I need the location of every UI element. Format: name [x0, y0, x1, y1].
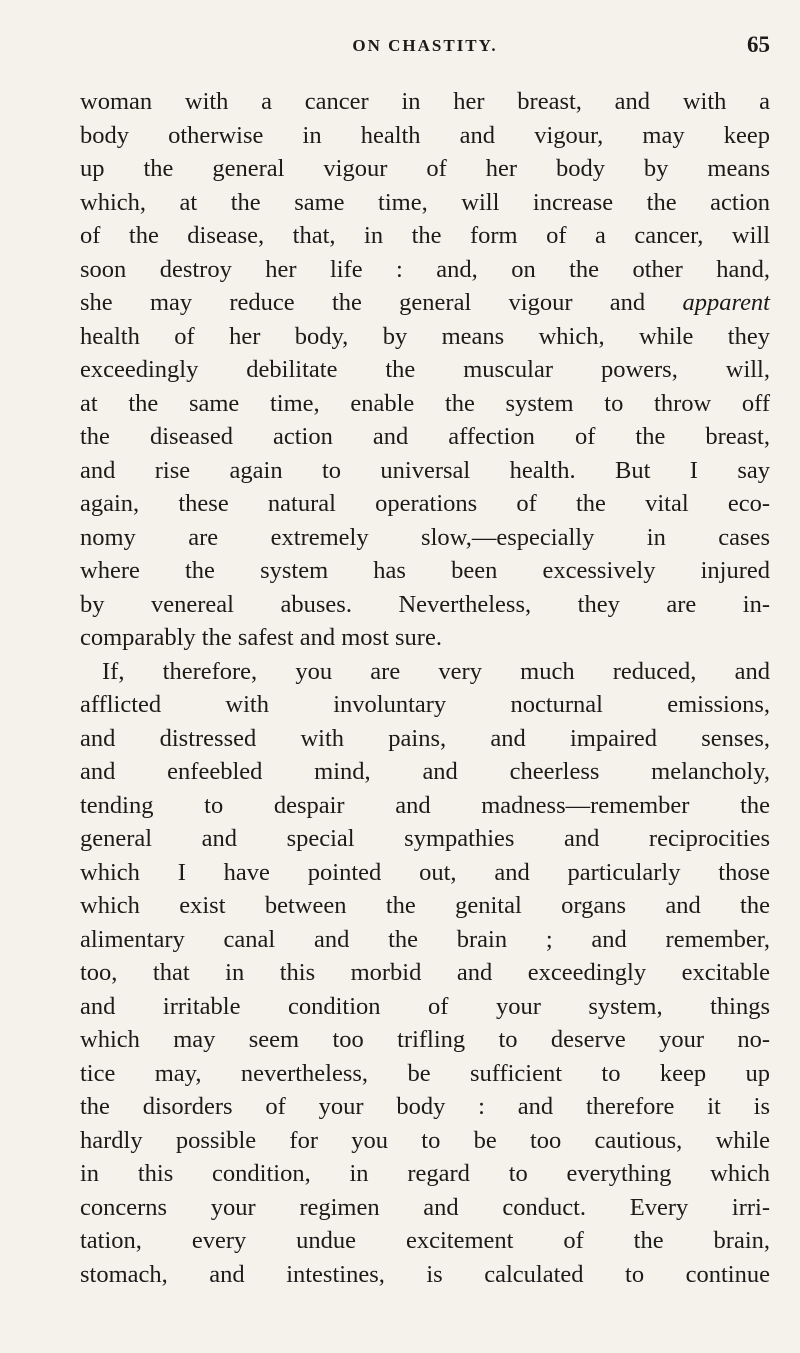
- text-line: stomach, and intestines, is calculated to continue: [80, 1260, 770, 1288]
- text-line: exceedingly debilitate the muscular powers, will,: [80, 356, 770, 383]
- text-line: soon destroy her life : and, on the other hand,: [80, 255, 770, 283]
- text-line: concerns your regimen and conduct. Every irri-: [80, 1193, 770, 1221]
- text-line: she may reduce the general vigour and apparent: [80, 289, 770, 316]
- text-line: and enfeebled mind, and cheerless melancholy,: [80, 758, 770, 785]
- page-number: 65: [747, 32, 770, 57]
- text-line: afflicted with involuntary nocturnal emissions,: [80, 691, 770, 718]
- text-line: and rise again to universal health. But I say: [80, 456, 770, 484]
- text-line: general and special sympathies and reciprocities: [80, 825, 770, 852]
- body-text: [80, 85, 770, 1291]
- text-line: and distressed with pains, and impaired senses,: [80, 724, 770, 752]
- text-line: body otherwise in health and vigour, may keep: [80, 121, 770, 149]
- running-head: ON CHASTITY.: [352, 36, 498, 55]
- text-line: again, these natural operations of the vital eco-: [80, 490, 770, 517]
- text-line: which, at the same time, will increase the action: [80, 188, 770, 216]
- text-line: alimentary canal and the brain ; and remember,: [80, 925, 770, 953]
- text-line: the diseased action and affection of the breast,: [80, 423, 770, 450]
- text-line: woman with a cancer in her breast, and with a: [80, 88, 770, 115]
- text-line: comparably the safest and most sure.: [80, 624, 442, 651]
- text-line: hardly possible for you to be too cautious, while: [80, 1126, 770, 1154]
- text-line: tending to despair and madness—remember the: [80, 791, 770, 819]
- text-line: If, therefore, you are very much reduced, and: [102, 657, 770, 685]
- text-line: where the system has been excessively injured: [80, 557, 770, 584]
- text-line: by venereal abuses. Nevertheless, they are in-: [80, 590, 770, 618]
- text-line: at the same time, enable the system to throw off: [80, 389, 770, 417]
- text-line: too, that in this morbid and exceedingly excitable: [80, 959, 770, 986]
- text-line: nomy are extremely slow,—especially in cases: [80, 523, 770, 551]
- text-line: health of her body, by means which, while they: [80, 322, 770, 350]
- text-line: in this condition, in regard to everything which: [80, 1160, 770, 1187]
- text-line: which exist between the genital organs and the: [80, 892, 770, 919]
- text-line: of the disease, that, in the form of a cancer, will: [80, 222, 770, 249]
- text-line: up the general vigour of her body by means: [80, 155, 770, 182]
- emphasis-apparent: apparent: [682, 289, 770, 316]
- text-line: tation, every undue excitement of the brain,: [80, 1227, 770, 1254]
- text-line: tice may, nevertheless, be sufficient to keep up: [80, 1059, 770, 1087]
- text-line: which I have pointed out, and particularly those: [80, 858, 770, 886]
- text-line: the disorders of your body : and therefore it is: [80, 1093, 770, 1120]
- page-header: [80, 28, 770, 68]
- text-line: which may seem too trifling to deserve your no-: [80, 1026, 770, 1053]
- text-line: and irritable condition of your system, things: [80, 992, 770, 1020]
